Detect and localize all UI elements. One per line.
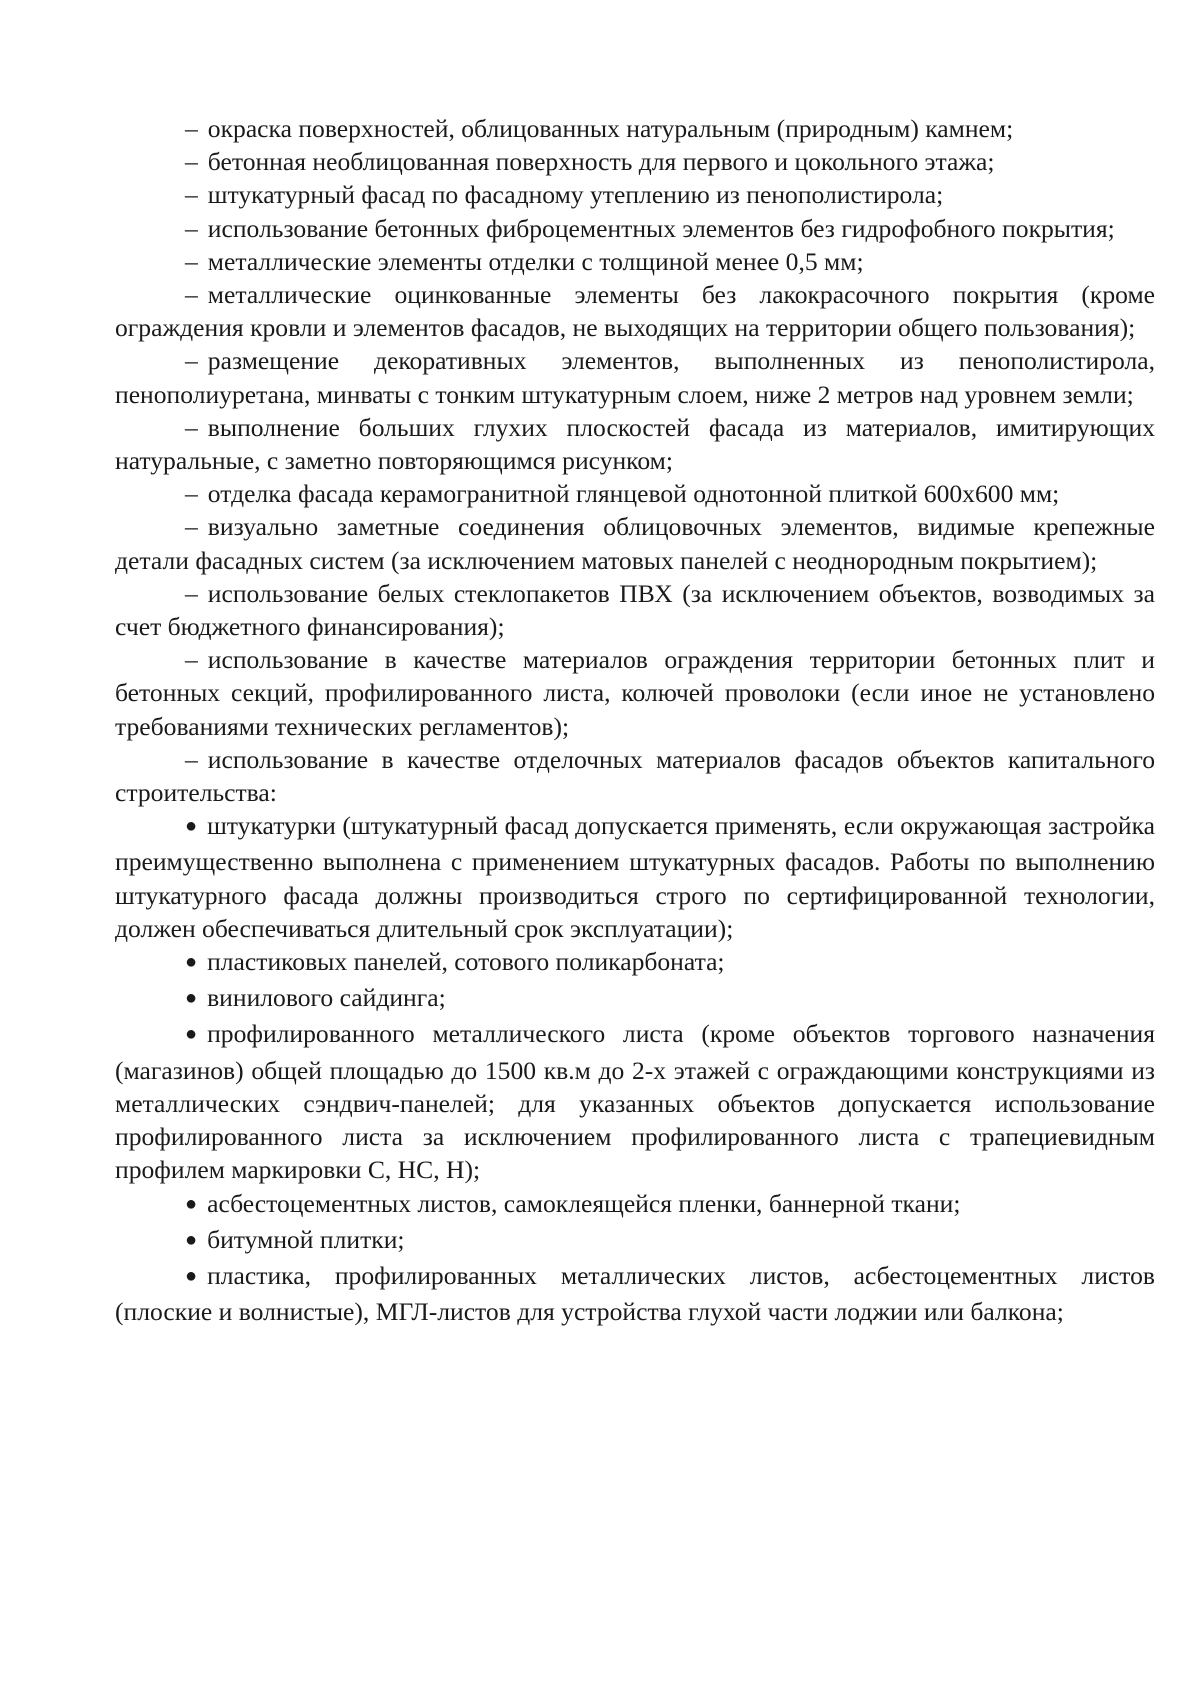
list-item-text: использование белых стеклопакетов ПВХ (за исключением объектов, возводимых за счет бюджетного финансирования); <box>115 578 1155 642</box>
list-item-text: металлические элементы отделки с толщиной менее 0,5 мм; <box>207 246 864 276</box>
list-item-text: бетонная необлицованная поверхность для первого и цокольного этажа; <box>207 147 995 177</box>
bullet-item <box>115 945 1155 981</box>
list-item <box>115 643 1155 743</box>
bullet-item-text: штукатурки (штукатурный фасад допускается применять, если окружающая застройка преимущественно выполнена с применением штукатурных фасадов. Работы по выполнению штукатурного фасада должны производиться строго по сертифицированной технологии, должен обеспечиваться длительный срок эксплуатации); <box>115 811 1155 943</box>
bullet-item <box>115 1223 1155 1259</box>
list-item-text: металлические оцинкованные элементы без лакокрасочного покрытия (кроме ограждения кровли и элементов фасадов, не выходящих на территории общего пользования); <box>115 280 1155 343</box>
list-item <box>115 178 1155 211</box>
list-item-text: штукатурный фасад по фасадному утеплению из пенополистирола; <box>207 180 944 210</box>
list-item <box>115 112 1155 145</box>
dash-marker: – <box>185 578 198 608</box>
bullet-item-text: пластиковых панелей, сотового поликарбоната; <box>207 947 725 977</box>
list-item-text: использование бетонных фиброцементных элементов без гидрофобного покрытия; <box>207 213 1115 243</box>
document-page <box>115 112 1155 1328</box>
bullet-marker: ● <box>185 951 198 974</box>
bullet-item <box>115 981 1155 1017</box>
bullet-marker: ● <box>185 1192 198 1215</box>
dash-marker: – <box>185 645 198 675</box>
dash-marker: – <box>185 280 198 310</box>
bullet-item-text: битумной плитки; <box>207 1224 405 1254</box>
list-item <box>115 411 1155 477</box>
list-item <box>115 477 1155 510</box>
bullet-marker: ● <box>185 815 198 838</box>
dash-marker: – <box>185 346 198 376</box>
dash-marker: – <box>185 114 198 143</box>
list-item-text: отделка фасада керамогранитной глянцевой однотонной плиткой 600х600 мм; <box>207 479 1060 509</box>
bullet-item-text: профилированного металлического листа (кроме объектов торгового назначения (магазинов) общей площадью до 1500 кв.м до 2-х этажей с ограждающими конструкциями из металлических сэндвич-панелей; для указанных объектов допускается использование профилированного листа за исключением профилированного листа с трапециевидным профилем маркировки С, НС, Н); <box>115 1019 1155 1185</box>
dash-marker: – <box>185 479 198 509</box>
bullet-item-text: винилового сайдинга; <box>207 983 446 1013</box>
bullet-marker: ● <box>185 1228 198 1251</box>
list-item-text: окраска поверхностей, облицованных натуральным (природным) камнем; <box>207 114 1014 143</box>
dash-marker: – <box>185 744 198 774</box>
list-item <box>115 344 1155 410</box>
bullet-item-text: пластика, профилированных металлических листов, асбестоцементных листов (плоские и волнистые), МГЛ-листов для устройства глухой части лоджии или балкона; <box>115 1260 1155 1327</box>
dash-marker: – <box>185 512 198 542</box>
bullet-marker: ● <box>185 1264 198 1287</box>
list-item <box>115 145 1155 178</box>
list-item <box>115 510 1155 576</box>
bullet-item <box>115 809 1155 945</box>
list-item-text: визуально заметные соединения облицовочных элементов, видимые крепежные детали фасадных систем (за исключением матовых панелей с неоднородным покрытием); <box>115 512 1155 575</box>
bullet-marker: ● <box>185 1023 198 1046</box>
list-item <box>115 743 1155 809</box>
list-item-text: использование в качестве отделочных материалов фасадов объектов капитального строительства: <box>115 744 1155 808</box>
list-item <box>115 278 1155 344</box>
dash-marker: – <box>185 180 198 210</box>
bullet-item <box>115 1017 1155 1186</box>
dash-marker: – <box>185 412 198 442</box>
bullet-item <box>115 1187 1155 1223</box>
list-item-text: размещение декоративных элементов, выполненных из пенополистирола, пенополиуретана, минваты с тонким штукатурным слоем, ниже 2 метров над уровнем земли; <box>115 346 1155 409</box>
list-item <box>115 577 1155 643</box>
bullet-marker: ● <box>185 987 198 1010</box>
list-item <box>115 245 1155 278</box>
list-item-text: использование в качестве материалов ограждения территории бетонных плит и бетонных секций, профилированного листа, колючей проволоки (если иное не установлено требованиями технических регламентов); <box>115 645 1155 741</box>
list-item-text: выполнение больших глухих плоскостей фасада из материалов, имитирующих натуральные, с заметно повторяющимся рисунком; <box>115 412 1155 476</box>
bullet-item-text: асбестоцементных листов, самоклеящейся пленки, баннерной ткани; <box>207 1188 961 1218</box>
dash-marker: – <box>185 147 198 177</box>
bullet-item <box>115 1259 1155 1328</box>
dash-marker: – <box>185 213 198 243</box>
dash-marker: – <box>185 246 198 276</box>
list-item <box>115 212 1155 245</box>
